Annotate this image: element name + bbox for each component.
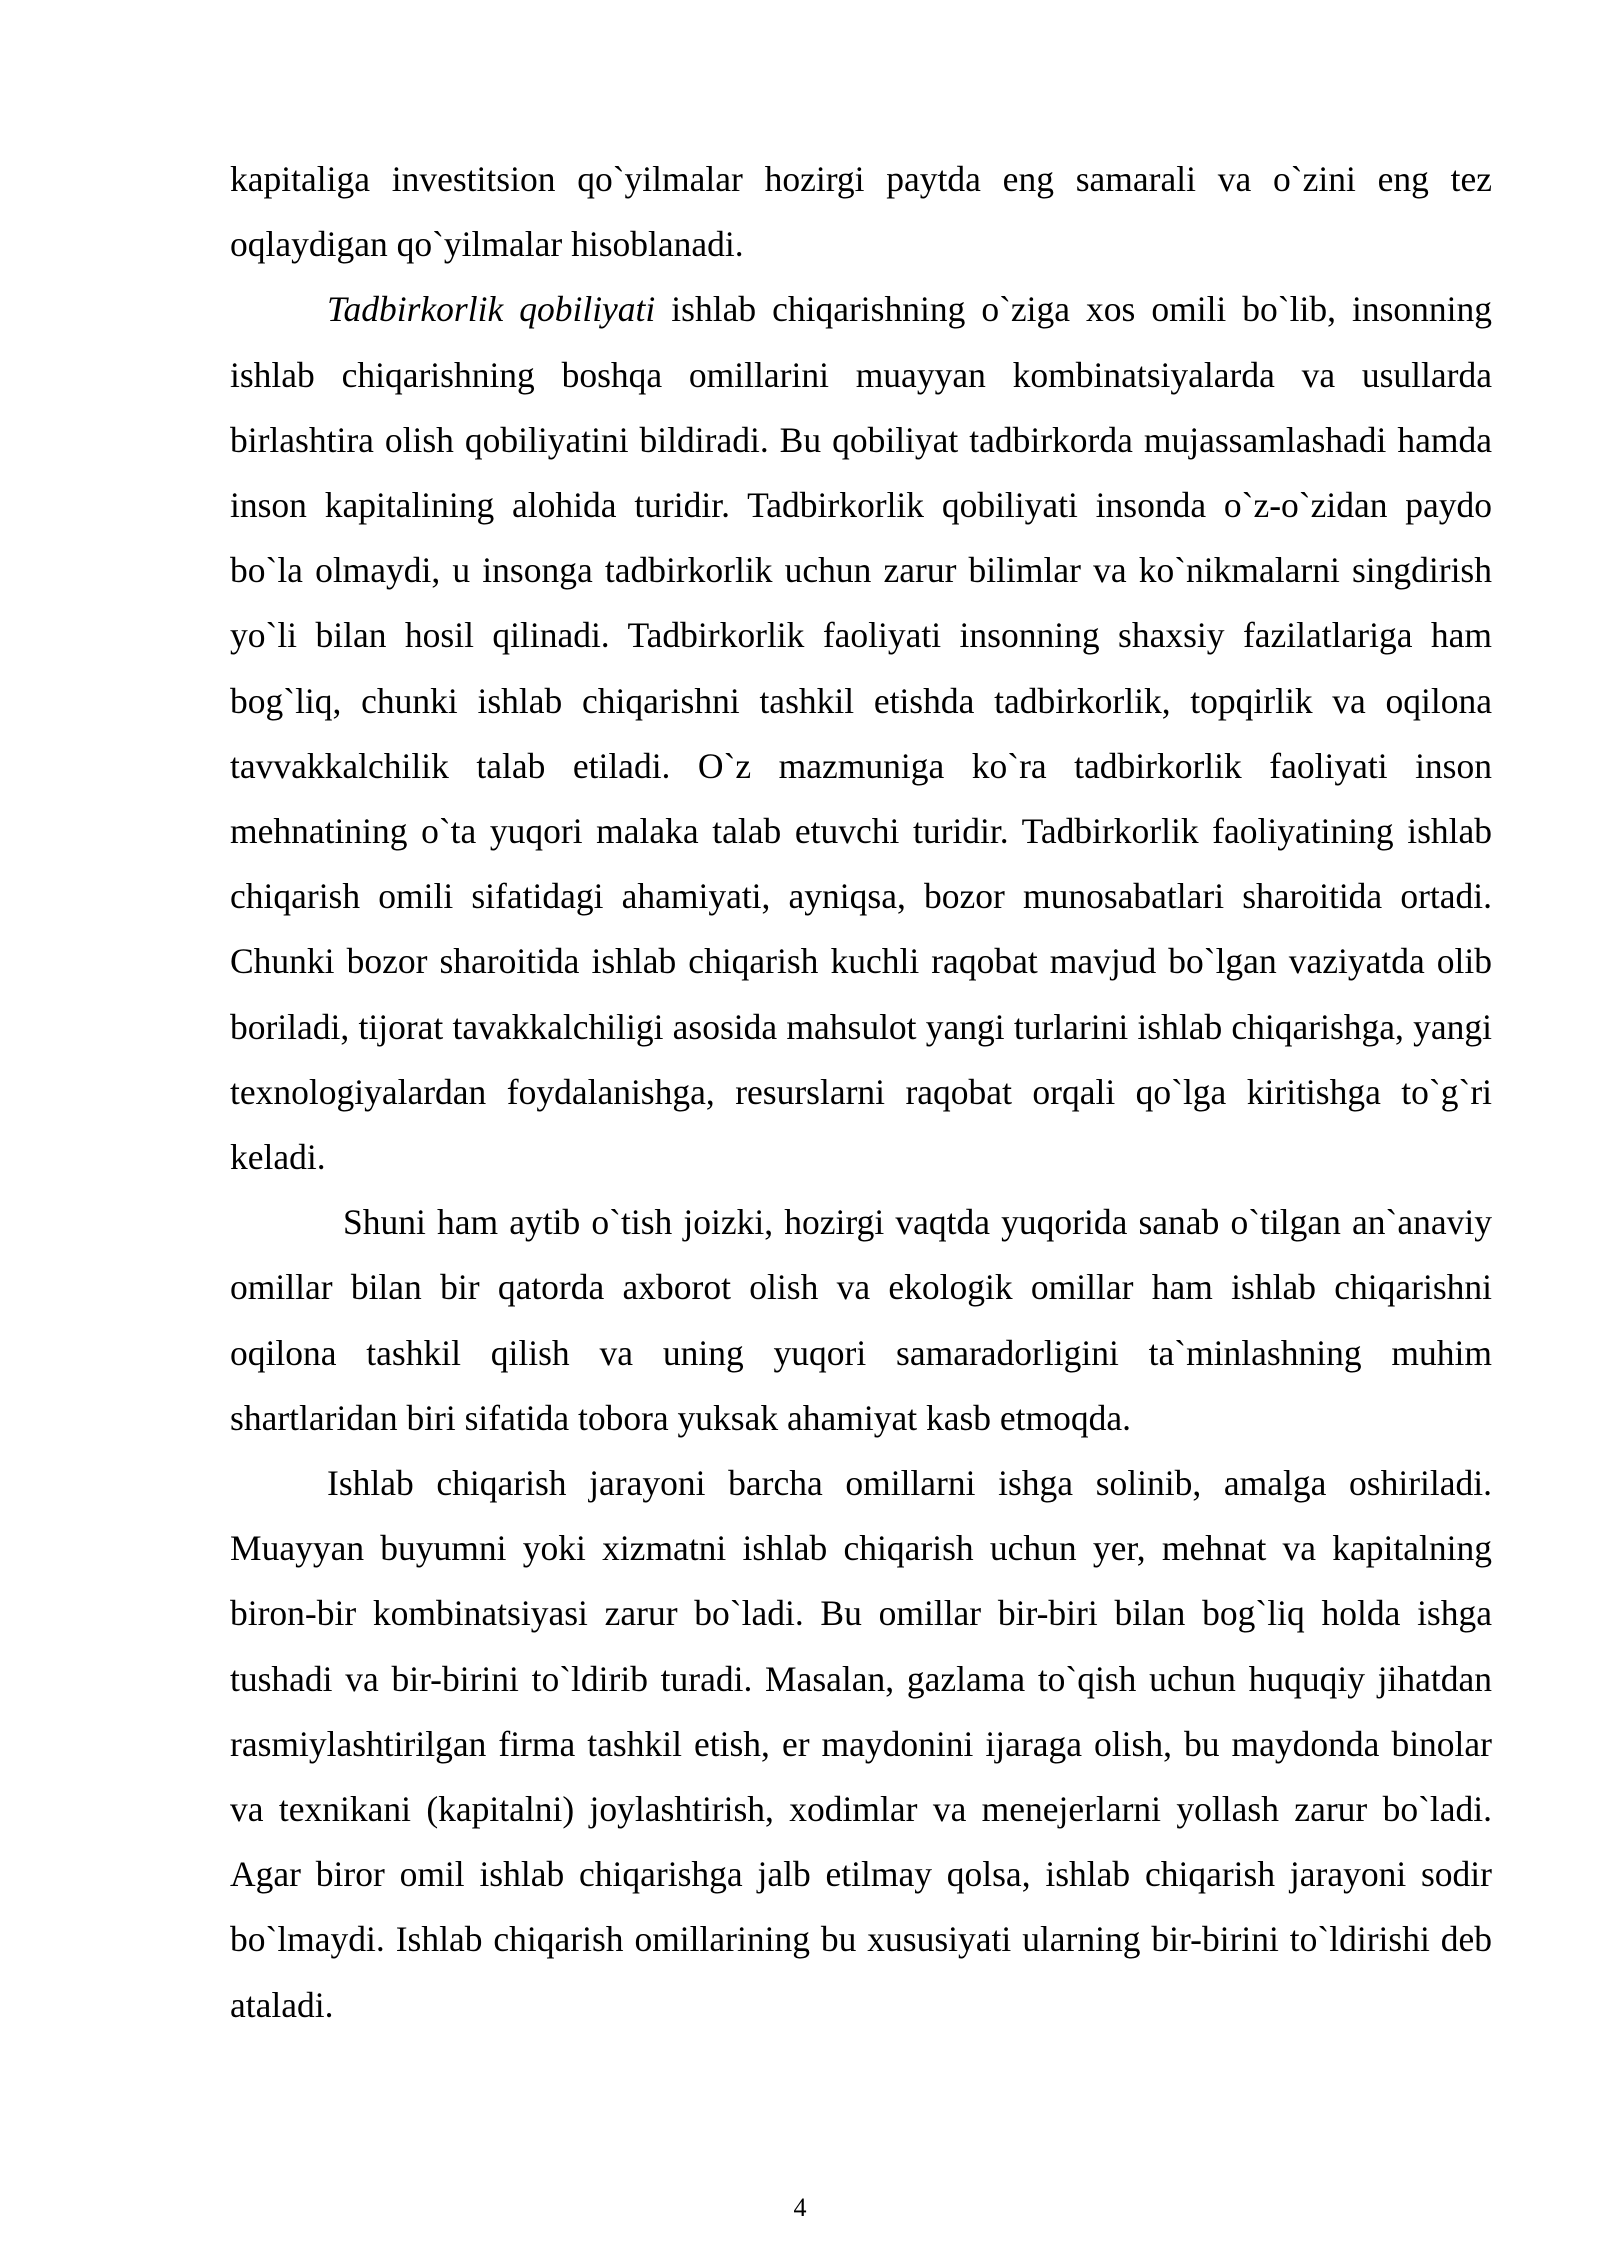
paragraph-1-text: kapitaliga investitsion qo`yilmalar hozirgi paytda eng samarali va o`zini eng tez oqlaydigan qo`yilmalar hisoblanadi. <box>230 159 1492 265</box>
paragraph-1 <box>230 147 1492 277</box>
paragraph-4 <box>230 1451 1492 2038</box>
paragraph-4-text: Ishlab chiqarish jarayoni barcha omillarni ishga solinib, amalga oshiriladi. Muayyan buyumni yoki xizmatni ishlab chiqarish uchun yer, mehnat va kapitalning biron-bir kombinatsiyasi zarur bo`ladi. Bu omillar bir-biri bilan bog`liq holda ishga tushadi va bir-birini to`ldirib turadi. Masalan, gazlama to`qish uchun huquqiy jihatdan rasmiylashtirilgan firma tashkil etish, er maydonini ijaraga olish, bu maydonda binolar va texnikani (kapitalni) joylashtirish, xodimlar va menejerlarni yollash zarur bo`ladi. Agar biror omil ishlab chiqarishga jalb etilmay qolsa, ishlab chiqarish jarayoni sodir bo`lmaydi. Ishlab chiqarish omillarining bu xususiyati ularning bir-birini to`ldirishi deb ataladi. <box>230 1463 1492 2025</box>
page-number: 4 <box>793 2193 807 2222</box>
paragraph-3 <box>230 1190 1492 1451</box>
paragraph-3-text: Shuni ham aytib o`tish joizki, hozirgi vaqtda yuqorida sanab o`tilgan an`anaviy omillar bilan bir qatorda axborot olish va ekologik omillar ham ishlab chiqarishni oqilona tashkil qilish va uning yuqori samaradorligini ta`minlashning muhim shartlaridan biri sifatida tobora yuksak ahamiyat kasb etmoqda. <box>230 1202 1492 1438</box>
body-text <box>230 147 1492 2038</box>
italic-term: Tadbirkorlik qobiliyati <box>327 289 656 330</box>
paragraph-2 <box>230 277 1492 1190</box>
paragraph-2-text: ishlab chiqarishning o`ziga xos omili bo`lib, insonning ishlab chiqarishning boshqa omillarini muayyan kombinatsiyalarda va usullarda birlashtira olish qobiliyatini bildiradi. Bu qobiliyat tadbirkorda mujassamlashadi hamda inson kapitalining alohida turidir. Tadbirkorlik qobiliyati insonda o`z-o`zidan paydo bo`la olmaydi, u insonga tadbirkorlik uchun zarur bilimlar va ko`nikmalarni singdirish yo`li bilan hosil qilinadi. Tadbirkorlik faoliyati insonning shaxsiy fazilatlariga ham bog`liq, chunki ishlab chiqarishni tashkil etishda tadbirkorlik, topqirlik va oqilona tavvakkalchilik talab etiladi. O`z mazmuniga ko`ra tadbirkorlik faoliyati inson mehnatining o`ta yuqori malaka talab etuvchi turidir. Tadbirkorlik faoliyatining ishlab chiqarish omili sifatidagi ahamiyati, ayniqsa, bozor munosabatlari sharoitida ortadi. Chunki bozor sharoitida ishlab chiqarish kuchli raqobat mavjud bo`lgan vaziyatda olib boriladi, tijorat tavakkalchiligi asosida mahsulot yangi turlarini ishlab chiqarishga, yangi texnologiyalardan foydalanishga, resurslarni raqobat orqali qo`lga kiritishga to`g`ri keladi. <box>230 289 1492 1178</box>
